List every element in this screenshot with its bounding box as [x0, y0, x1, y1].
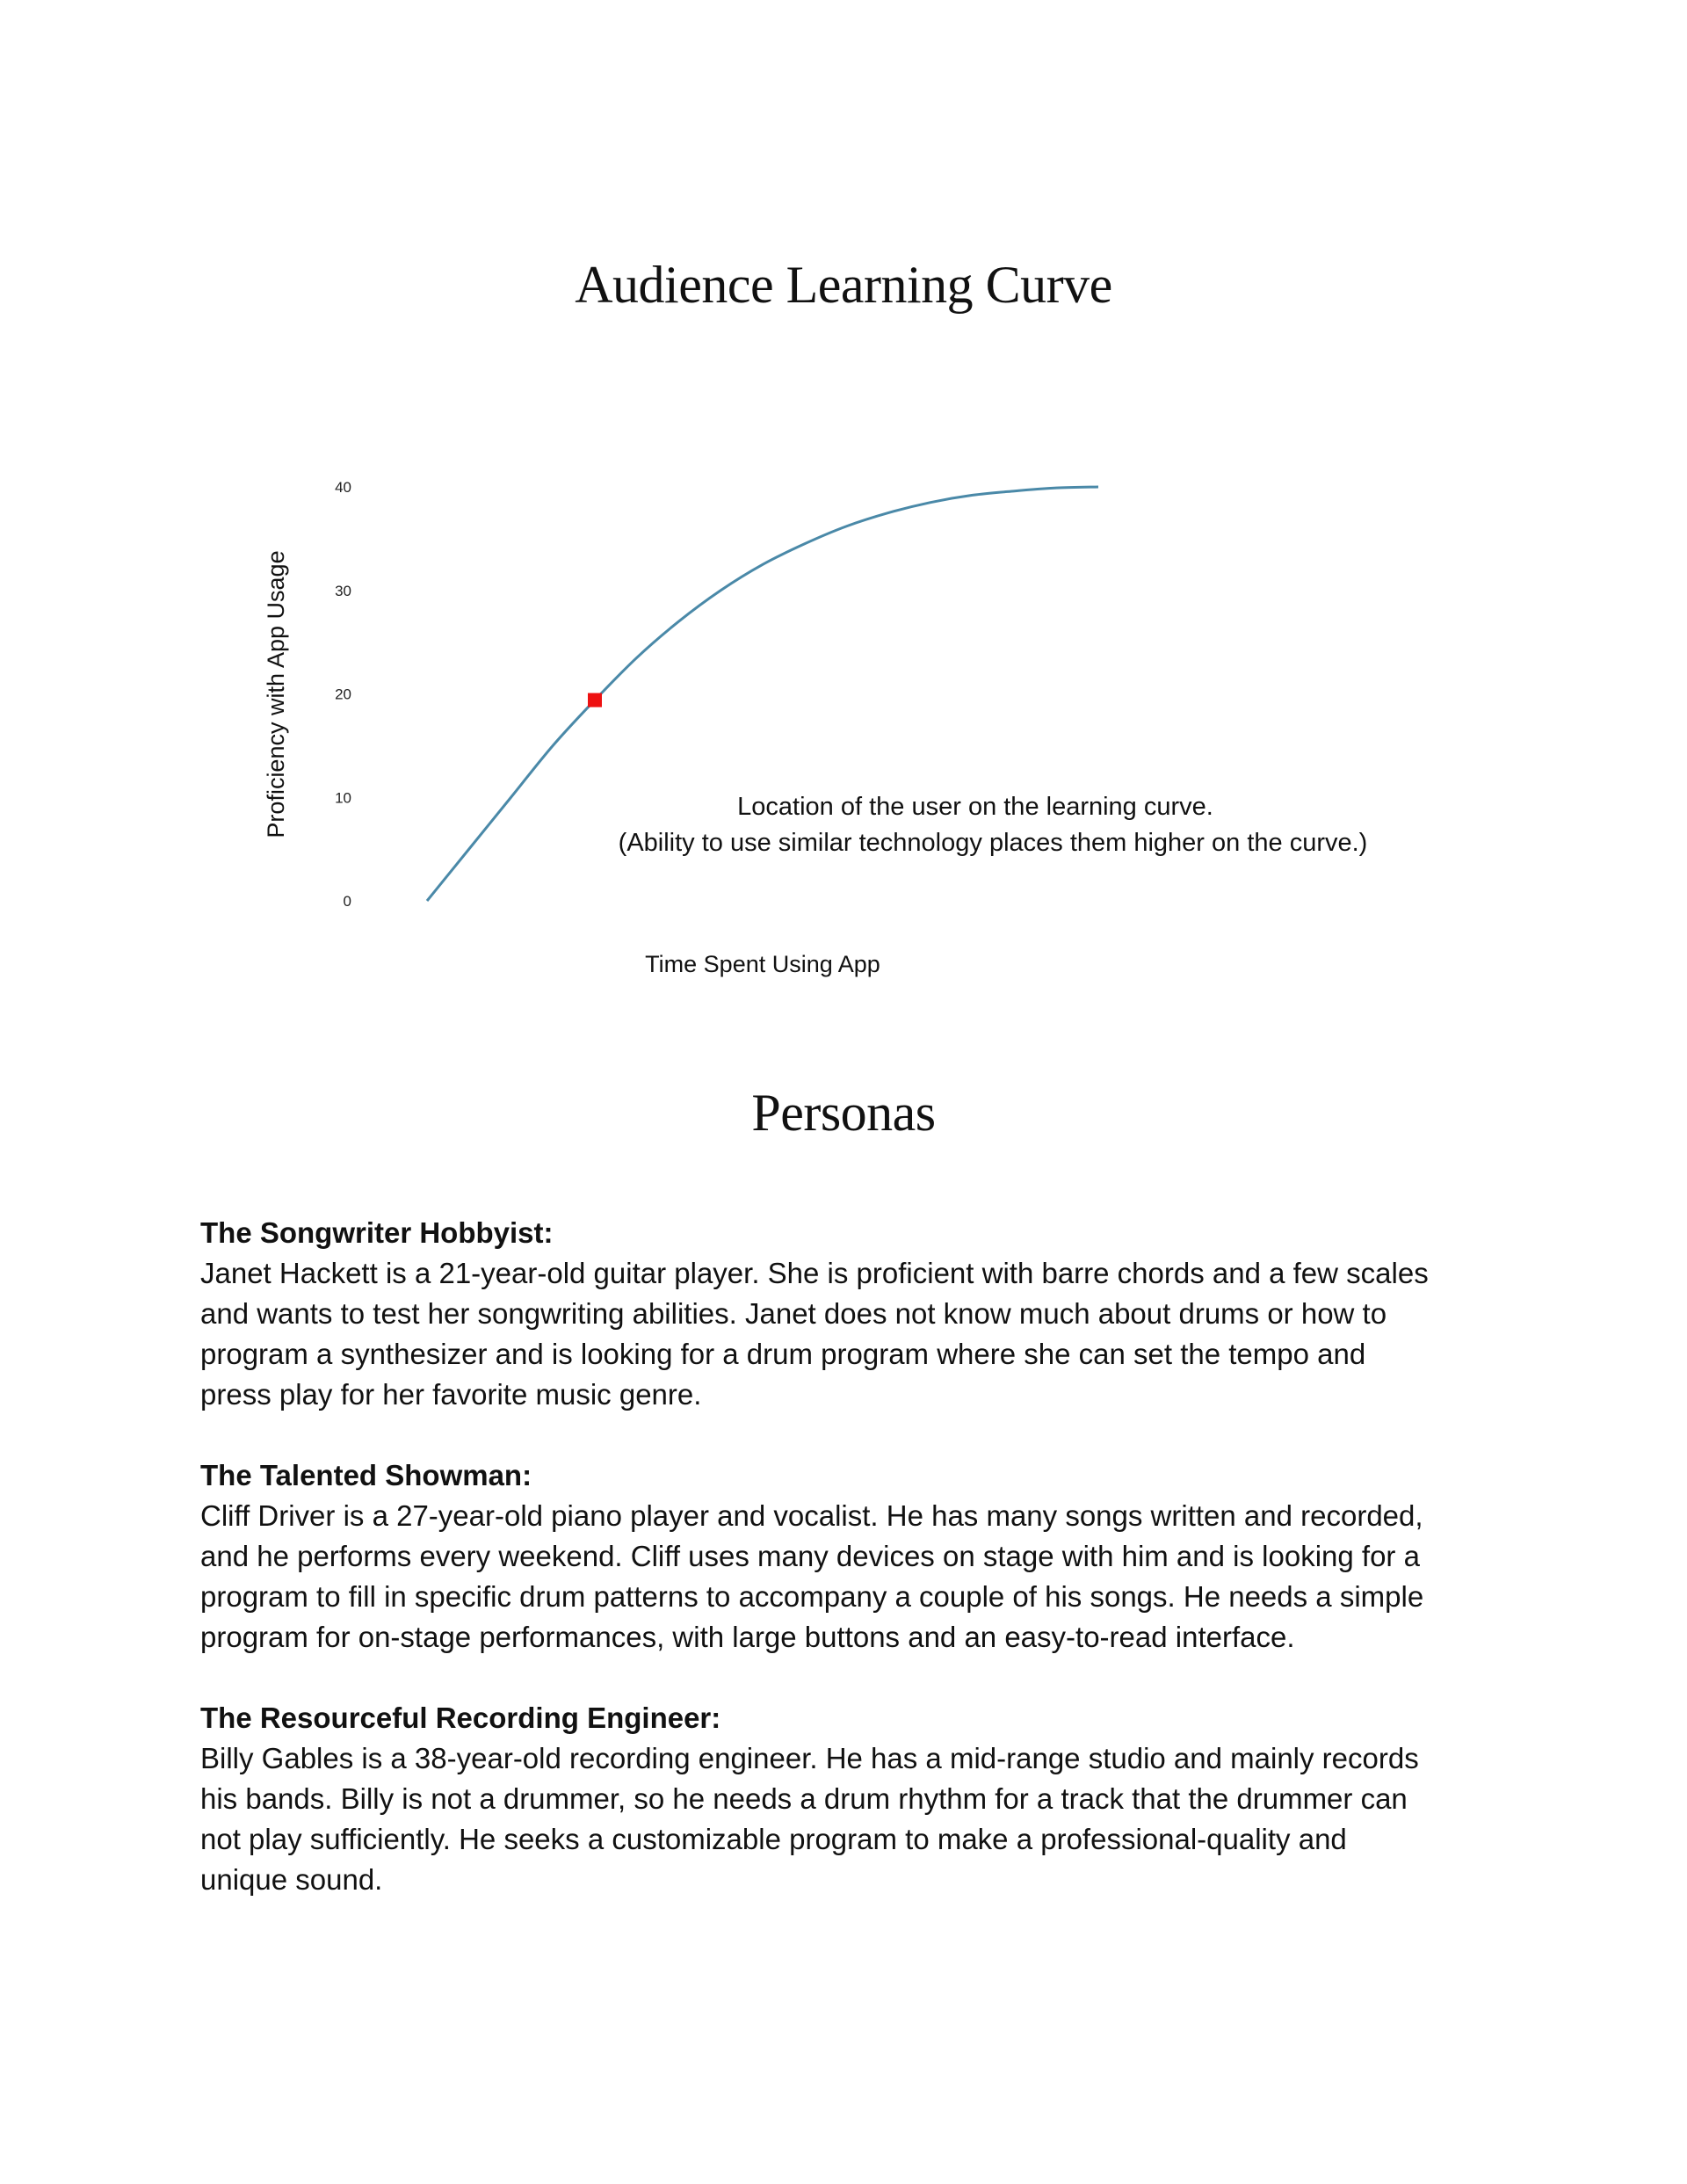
persona-title: The Talented Showman:: [200, 1459, 532, 1491]
persona-title: The Songwriter Hobbyist:: [200, 1216, 554, 1249]
y-axis-label: Proficiency with App Usage: [263, 550, 289, 838]
persona-description-line: program for on-stage performances, with large buttons and an easy-to-read interface.: [200, 1621, 1295, 1653]
persona-description-line: program to fill in specific drum patterns to accompany a couple of his songs. He needs a simple: [200, 1580, 1424, 1613]
persona-talented-showman: [200, 1455, 1501, 1658]
annotation-line: Location of the user on the learning curve.: [737, 793, 1213, 821]
personas-list: [200, 1213, 1501, 1941]
persona-title: The Resourceful Recording Engineer:: [200, 1701, 721, 1734]
persona-description-line: Janet Hackett is a 21-year-old guitar player. She is proficient with barre chords and a few scales: [200, 1257, 1429, 1289]
learning-curve-chart: [0, 0, 1687, 1055]
x-axis-label: Time Spent Using App: [645, 951, 880, 977]
persona-description-line: and he performs every weekend. Cliff uses many devices on stage with him and is looking for a: [200, 1540, 1420, 1572]
persona-description-line: his bands. Billy is not a drummer, so he needs a drum rhythm for a track that the drummer can: [200, 1782, 1408, 1815]
persona-resourceful-recording-engineer: [200, 1698, 1501, 1900]
persona-description-line: and wants to test her songwriting abilities. Janet does not know much about drums or how to: [200, 1297, 1387, 1330]
persona-description-line: not play sufficiently. He seeks a customizable program to make a professional-quality and: [200, 1823, 1347, 1855]
y-tick-label: 20: [335, 686, 351, 703]
persona-songwriter-hobbyist: [200, 1213, 1501, 1415]
persona-description-line: Billy Gables is a 38-year-old recording engineer. He has a mid-range studio and mainly records: [200, 1742, 1419, 1774]
persona-description-line: Cliff Driver is a 27-year-old piano player and vocalist. He has many songs written and recorded,: [200, 1499, 1423, 1532]
chart-title: Audience Learning Curve: [575, 256, 1112, 314]
persona-description-line: unique sound.: [200, 1863, 383, 1896]
y-tick-label: 40: [335, 479, 351, 496]
y-tick-label: 30: [335, 582, 351, 599]
user-location-marker: [588, 693, 602, 707]
persona-description-line: press play for her favorite music genre.: [200, 1378, 702, 1411]
y-tick-label: 0: [343, 893, 351, 910]
persona-description-line: program a synthesizer and is looking for a drum program where she can set the tempo and: [200, 1338, 1366, 1370]
y-tick-label: 10: [335, 789, 351, 807]
annotation-line: (Ability to use similar technology places them higher on the curve.): [618, 829, 1368, 857]
personas-title: Personas: [751, 1084, 936, 1142]
